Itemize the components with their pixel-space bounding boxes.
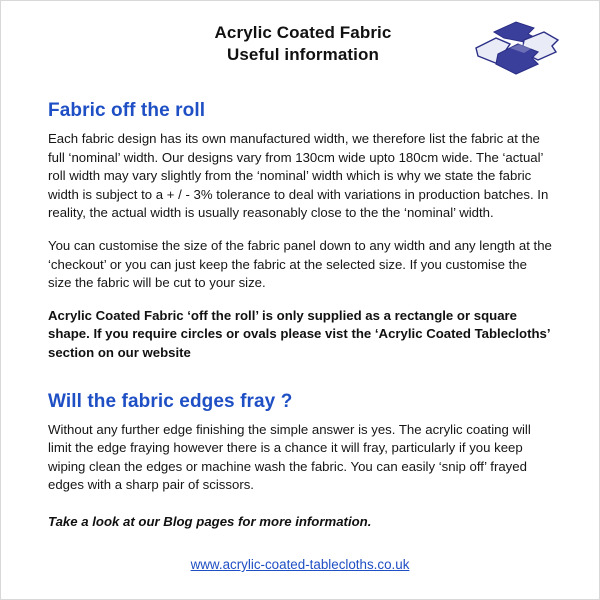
document-header — [48, 22, 552, 84]
paragraph-fraying: Without any further edge finishing the simple answer is yes. The acrylic coating will limit the edge fraying however there is a chance it will fray, particularly if you keep wiping clean the edges or machine wash the fabric. You can easily ‘snip off’ frayed edges with a sharp pair of scissors. — [48, 421, 531, 493]
website-link[interactable]: www.acrylic-coated-tablecloths.co.uk — [190, 557, 410, 572]
page-title-line-2: Useful information — [227, 45, 379, 64]
note-blog-pages: Take a look at our Blog pages for more information. — [48, 513, 372, 529]
note-shape-restriction: Acrylic Coated Fabric ‘off the roll’ is only supplied as a rectangle or square shape. If you require circles or ovals please vist the ‘Acrylic Coated Tablecloths’ section on our website — [48, 307, 550, 360]
section-heading-fabric-off-the-roll: Fabric off the roll — [48, 100, 206, 121]
puzzle-pieces-logo — [464, 18, 560, 80]
footer — [0, 556, 600, 574]
section-heading-edges-fray: Will the fabric edges fray ? — [48, 390, 293, 412]
paragraph-nominal-width: Each fabric design has its own manufactured width, we therefore list the fabric at the full ‘nominal’ width. Our designs vary from 130cm wide upto 180cm wide. The ‘actual’ roll width may vary slightly from the ‘nominal’ width which is why we state the fabric width is subject to a + / - 3% tolerance to deal with variations in production batches. In reality, the actual width is usually reasonably close to the the ‘nominal’ width. — [48, 131, 549, 221]
page-title-line-1: Acrylic Coated Fabric — [214, 23, 392, 42]
paragraph-customise-size: You can customise the size of the fabric panel down to any width and any length at the ‘checkout’ or you can just keep the fabric at the selected size. If you customise the size the fabric will be cut to your size. — [48, 237, 552, 291]
